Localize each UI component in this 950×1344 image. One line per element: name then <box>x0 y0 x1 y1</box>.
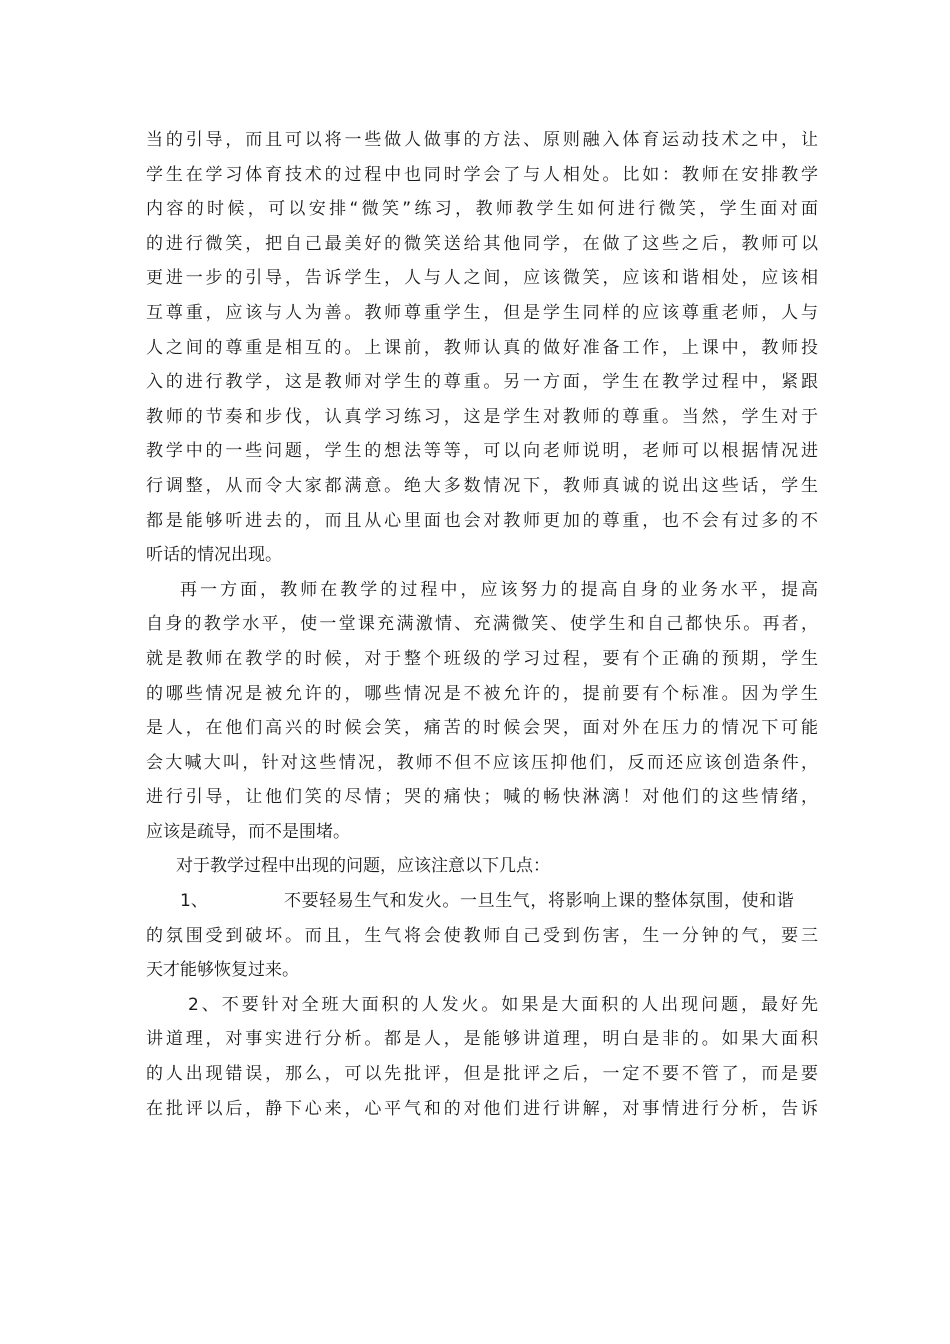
body-text <box>146 123 818 1126</box>
text-line: 的进行微笑，把自己最美好的微笑送给其他同学，在做了这些之后，教师可以 <box>146 233 818 254</box>
list-number: 1、 <box>180 891 208 912</box>
list-item-line: 2、不要针对全班大面积的人发火。如果是大面积的人出现问题，最好先 <box>188 994 818 1015</box>
text-line: 进行引导，让他们笑的尽情；哭的痛快；喊的畅快淋漓！对他们的这些情绪， <box>146 787 818 808</box>
text-line: 自身的教学水平，使一堂课充满激情、充满微笑、使学生和自己都快乐。再者， <box>146 614 818 635</box>
text-line: 就是教师在教学的时候，对于整个班级的学习过程，要有个正确的预期，学生 <box>146 648 818 669</box>
text-line: 的氛围受到破坏。而且，生气将会使教师自己受到伤害，生一分钟的气，要三 <box>146 925 818 946</box>
text-line: 听话的情况出现。 <box>146 545 282 566</box>
list-item-line <box>146 884 818 919</box>
text-line: 在批评以后，静下心来，心平气和的对他们进行讲解，对事情进行分析，告诉 <box>146 1098 818 1119</box>
paragraph-first-line: 再一方面，教师在教学的过程中，应该努力的提高自身的业务水平，提高 <box>180 579 818 600</box>
text-line: 互尊重，应该与人为善。教师尊重学生，但是学生同样的应该尊重老师，人与 <box>146 302 818 323</box>
text-line: 会大喊大叫，针对这些情况，教师不但不应该压抑他们，反而还应该创造条件， <box>146 752 818 773</box>
text-line: 内容的时候，可以安排“微笑”练习，教师教学生如何进行微笑，学生面对面 <box>146 199 818 220</box>
text-line: 的哪些情况是被允许的，哪些情况是不被允许的，提前要有个标准。因为学生 <box>146 683 818 704</box>
text-line: 学生在学习体育技术的过程中也同时学会了与人相处。比如：教师在安排教学 <box>146 164 818 185</box>
text-line: 行调整，从而令大家都满意。绝大多数情况下，教师真诚的说出这些话，学生 <box>146 475 818 496</box>
paragraph-first-line: 对于教学过程中出现的问题，应该注意以下几点： <box>176 856 550 877</box>
text-line: 是人，在他们高兴的时候会笑，痛苦的时候会哭，面对外在压力的情况下可能 <box>146 718 818 739</box>
list-item-text: 不要轻易生气和发火。一旦生气，将影响上课的整体氛围，使和谐 <box>284 891 795 912</box>
text-line: 人之间的尊重是相互的。上课前，教师认真的做好准备工作，上课中，教师投 <box>146 337 818 358</box>
text-line: 当的引导，而且可以将一些做人做事的方法、原则融入体育运动技术之中，让 <box>146 130 818 150</box>
text-line: 天才能够恢复过来。 <box>146 960 299 981</box>
text-line: 教学中的一些问题，学生的想法等等，可以向老师说明，老师可以根据情况进 <box>146 441 818 462</box>
text-line: 的人出现错误，那么，可以先批评，但是批评之后，一定不要不管了，而是要 <box>146 1064 818 1085</box>
text-line: 都是能够听进去的，而且从心里面也会对教师更加的尊重，也不会有过多的不 <box>146 510 818 531</box>
text-line: 入的进行教学，这是教师对学生的尊重。另一方面，学生在教学过程中，紧跟 <box>146 372 818 393</box>
text-line: 应该是疏导，而不是围堵。 <box>146 821 350 842</box>
text-line: 讲道理，对事实进行分析。都是人，是能够讲道理，明白是非的。如果大面积 <box>146 1029 818 1050</box>
text-line: 更进一步的引导，告诉学生，人与人之间，应该微笑，应该和谐相处，应该相 <box>146 268 818 289</box>
text-line: 教师的节奏和步伐，认真学习练习，这是学生对教师的尊重。当然，学生对于 <box>146 406 818 427</box>
